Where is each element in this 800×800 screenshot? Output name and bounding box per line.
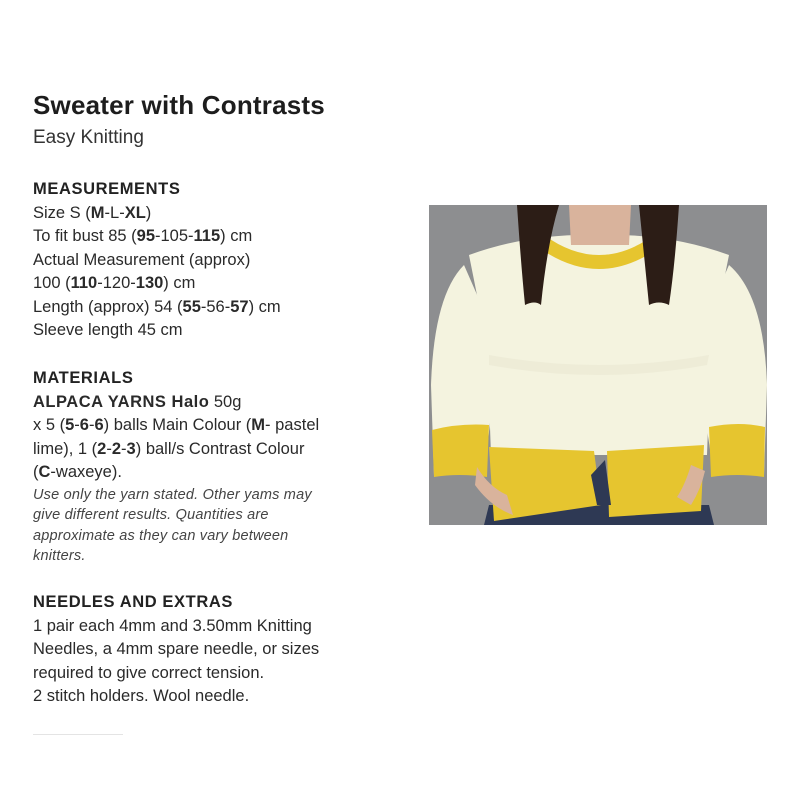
yarn-note: Use only the yarn stated. Other yams may give different results. Quantities are approximate as they can vary between knitters. bbox=[33, 486, 312, 564]
measurements-section bbox=[33, 178, 281, 343]
pattern-title: Sweater with Contrasts bbox=[33, 90, 325, 120]
actual-measurement-line: 100 (110-120-130) cm bbox=[33, 274, 196, 292]
actual-measurement-label: Actual Measurement (approx) bbox=[33, 250, 251, 269]
needles-heading: NEEDLES AND EXTRAS bbox=[33, 593, 233, 611]
sweater-illustration bbox=[429, 205, 767, 525]
left-cuff bbox=[432, 425, 489, 477]
neck bbox=[569, 205, 631, 245]
sweater-photo bbox=[429, 205, 767, 525]
needles-line-3: required to give correct tension. bbox=[33, 663, 265, 682]
measurements-heading: MEASUREMENTS bbox=[33, 180, 181, 198]
contrast-colour-line: lime), 1 (2-2-3) ball/s Contrast Colour bbox=[33, 439, 305, 458]
needles-line-1: 1 pair each 4mm and 3.50mm Knitting bbox=[33, 616, 312, 635]
materials-heading: MATERIALS bbox=[33, 369, 134, 387]
materials-section bbox=[33, 367, 319, 567]
main-colour-line: x 5 (5-6-6) balls Main Colour (M- pastel bbox=[33, 416, 320, 434]
length-line: Length (approx) 54 (55-56-57) cm bbox=[33, 297, 281, 316]
yarn-line: ALPACA YARNS Halo 50g bbox=[33, 392, 242, 411]
pattern-subtitle: Easy Knitting bbox=[33, 127, 144, 148]
needles-section bbox=[33, 591, 319, 709]
needles-line-2: Needles, a 4mm spare needle, or sizes bbox=[33, 640, 320, 658]
sleeve-line: Sleeve length 45 cm bbox=[33, 321, 183, 339]
divider bbox=[33, 734, 123, 735]
contrast-colour-name: (C-waxeye). bbox=[33, 463, 122, 481]
right-cuff bbox=[709, 424, 765, 477]
size-line: Size S (M-L-XL) bbox=[33, 203, 152, 222]
bust-line: To fit bust 85 (95-105-115) cm bbox=[33, 227, 253, 245]
needles-line-4: 2 stitch holders. Wool needle. bbox=[33, 687, 250, 705]
